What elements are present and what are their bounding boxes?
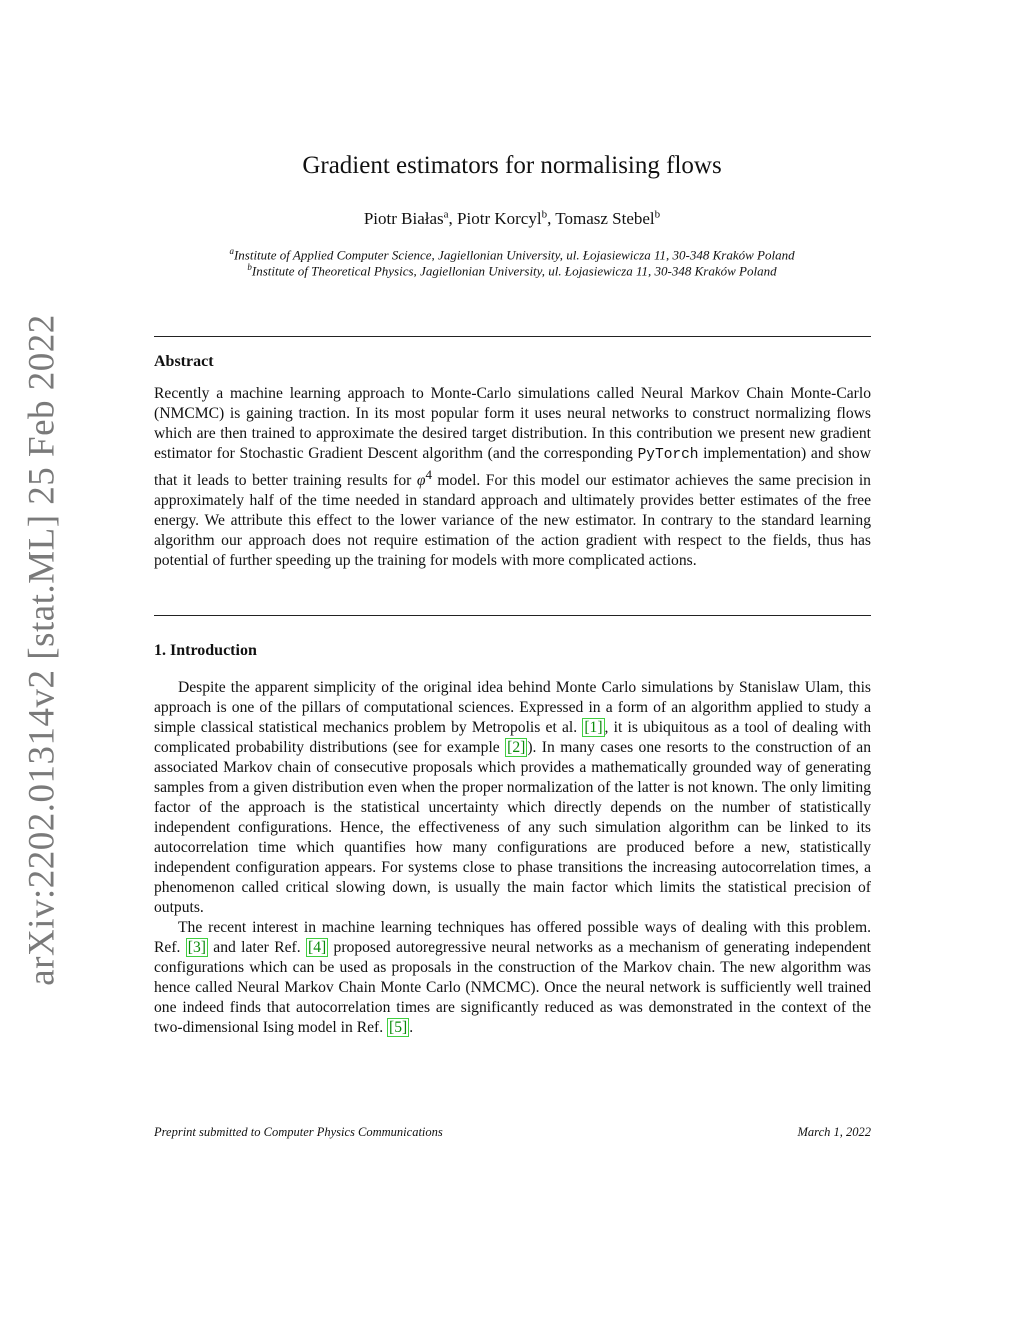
citation-link-3[interactable]: [3] xyxy=(187,939,206,956)
author-1: Piotr Białas$^a$, xyxy=(363,208,458,228)
author-2: Piotr Korcyl$^b$, xyxy=(457,208,556,228)
section-heading-introduction: 1. Introduction xyxy=(154,642,257,659)
citation-link-4[interactable]: [4] xyxy=(308,939,327,956)
affiliation-a: $^a$Institute of Applied Computer Science, Jagiellonian University, ul. Łojasiewicza 11, 30-348 Kraków Poland xyxy=(229,246,795,263)
author-3: Tomasz Stebel$^b$ xyxy=(555,208,661,228)
abstract-text: Recently a machine learning approach to Monte-Carlo simulations called Neural Markov Chain Monte-Carlo (NMCMC) is gaining traction. In its most popular form it uses neural networks to construct normalizing flows which are then trained to approximate the desired target distribution. In this contribution we present new gradient estimator for Stochastic Gradient Descent algorithm (and the corresponding PyTorch implementation) and show that it leads to better training results for $\varphi^4$ model. For this model our estimator achieves the same precision in approximately half of the time needed in standard approach and ultimately provides better estimates of the free energy. We attribute this effect to the lower variance of the new estimator. In contrary to the standard learning algorithm our approach does not require estimation of the action gradient with respect to the fields, thus has potential of further speeding up the training for models with more complicated actions. xyxy=(154,385,871,570)
pytorch-code: PyTorch xyxy=(637,447,699,463)
footer-date: March 1, 2022 xyxy=(797,1125,871,1139)
paper-title: Gradient estimators for normalising flows xyxy=(302,152,722,179)
abstract-top-rule xyxy=(154,336,871,337)
author-list xyxy=(0,208,1024,229)
arxiv-identifier-stamp[interactable]: arXiv:2202.01314v2 [stat.ML] 25 Feb 2022 xyxy=(21,314,63,986)
intro-paragraph-1: Despite the apparent simplicity of the original idea behind Monte Carlo simulations by Stanislaw Ulam, this approach is one of the pillars of computational sciences. Expressed in a form of an algorithm applied to study a simple classical statistical mechanics problem by Metropolis et al. [1] , it is ubiquitous as a tool of dealing with complicated probability distributions (see for example [2] ). In many cases one resorts to the construction of an associated Markov chain of consecutive proposals which provides a mathematically grounded way of generating samples from a given distribution even when the proper normalization of the latter is not known. The only limiting factor of the approach is the statistical uncertainty which directly depends on the number of statistically independent configurations. Hence, the effectiveness of any such simulation algorithm can be linked to its autocorrelation time which quantifies how many configurations are produced before a new, statistically independent configuration appears. For systems close to phase transitions the increasing autocorrelation times, a phenomenon called critical slowing down, is usually the main factor which limits the statistical precision of outputs. xyxy=(154,679,872,916)
abstract-heading: Abstract xyxy=(154,353,214,370)
abstract-bottom-rule xyxy=(154,615,871,616)
footer-journal: Preprint submitted to Computer Physics Communications xyxy=(154,1125,443,1139)
citation-link-5[interactable]: [5] xyxy=(389,1019,408,1036)
citation-link-1[interactable]: [1] xyxy=(584,719,603,736)
introduction-body xyxy=(154,678,871,1038)
citation-link-2[interactable]: [2] xyxy=(507,739,526,756)
affiliation-b: $^b$Institute of Theoretical Physics, Jagiellonian University, ul. Łojasiewicza 11, 30-348 Kraków Poland xyxy=(247,262,777,279)
intro-paragraph-2: The recent interest in machine learning techniques has offered possible ways of dealing with this problem. Ref. [3] and later Ref. [4] proposed autoregressive neural networks as a mechanism of generating independent configurations which can be used as proposals in the construction of the Markov chain. The new algorithm was hence called Neural Markov Chain Monte Carlo (NMCMC). Once the neural network is sufficiently well trained one indeed finds that autocorrelation times are significantly reduced as was demonstrated in the context of the two-dimensional Ising model in Ref. [5] . xyxy=(154,919,871,1036)
